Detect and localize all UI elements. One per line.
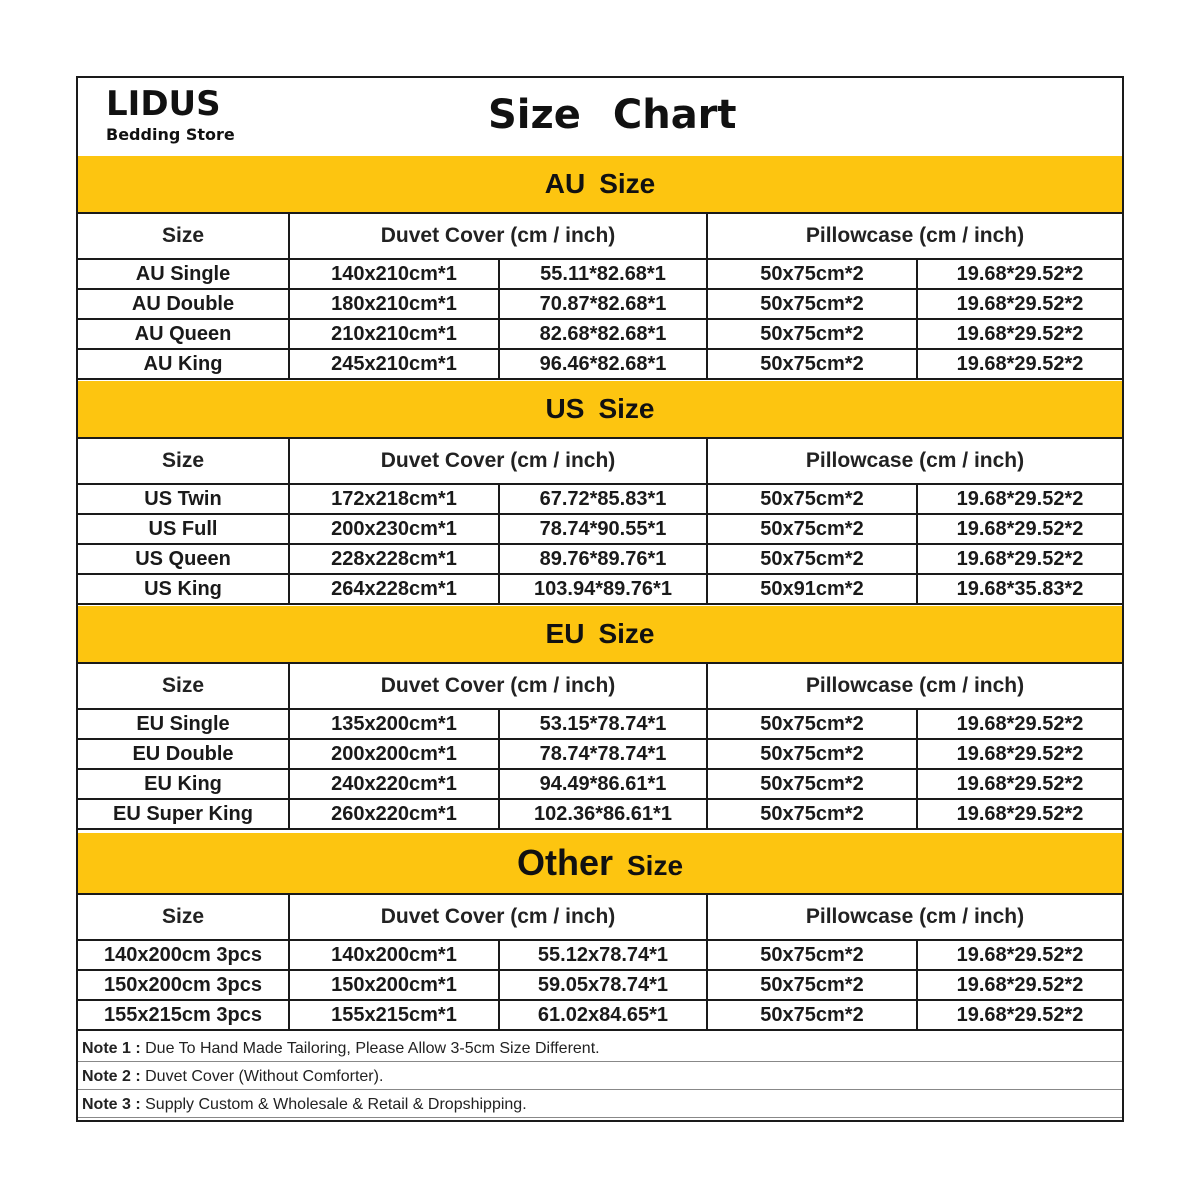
- section-title-suffix: Size: [598, 618, 655, 649]
- section-band-us: [78, 381, 1122, 439]
- duvet-cm-cell: 180x210cm*1: [331, 293, 457, 315]
- duvet-cm-cell: 200x200cm*1: [331, 743, 457, 765]
- size-cell: EU King: [144, 773, 222, 795]
- table-row: [78, 740, 1122, 770]
- header-pillow: Pillowcase (cm / inch): [805, 449, 1025, 472]
- cell-divider: [706, 320, 708, 350]
- size-cell: AU Double: [131, 293, 235, 315]
- table-row: [78, 941, 1122, 971]
- cell-divider: [706, 515, 708, 545]
- cell-divider: [916, 971, 918, 1001]
- cell-divider: [498, 1001, 500, 1031]
- column-header-row: [78, 214, 1122, 260]
- table-row: [78, 971, 1122, 1001]
- pillow-inch-cell: 19.68*29.52*2: [956, 518, 1084, 540]
- pillow-inch-cell: 19.68*29.52*2: [956, 713, 1084, 735]
- cell-divider: [916, 545, 918, 575]
- column-header-row: [78, 439, 1122, 485]
- duvet-inch-cell: 82.68*82.68*1: [539, 323, 667, 345]
- table-row: [78, 290, 1122, 320]
- table-row: [78, 770, 1122, 800]
- note-text: Duvet Cover (Without Comforter).: [140, 1068, 384, 1085]
- pillow-inch-cell: 19.68*29.52*2: [956, 293, 1084, 315]
- cell-divider: [288, 575, 290, 605]
- cell-divider: [916, 290, 918, 320]
- column-header-row: [78, 664, 1122, 710]
- column-divider: [288, 214, 290, 260]
- section-title-prefix: Other: [516, 842, 613, 883]
- note-1: [78, 1034, 1122, 1062]
- cell-divider: [288, 485, 290, 515]
- cell-divider: [498, 485, 500, 515]
- pillow-cm-cell: 50x91cm*2: [760, 578, 864, 600]
- cell-divider: [288, 545, 290, 575]
- page-title: Size Chart: [488, 92, 737, 138]
- duvet-inch-cell: 61.02x84.65*1: [537, 1004, 669, 1026]
- pillow-cm-cell: 50x75cm*2: [760, 263, 864, 285]
- cell-divider: [288, 260, 290, 290]
- size-cell: 150x200cm 3pcs: [104, 974, 262, 996]
- section-title-suffix: Size: [599, 168, 656, 199]
- duvet-cm-cell: 228x228cm*1: [331, 548, 457, 570]
- note-2: [78, 1062, 1122, 1090]
- size-cell: AU Queen: [134, 323, 232, 345]
- pillow-cm-cell: 50x75cm*2: [760, 944, 864, 966]
- pillow-cm-cell: 50x75cm*2: [760, 974, 864, 996]
- duvet-inch-cell: 70.87*82.68*1: [539, 293, 667, 315]
- pillow-inch-cell: 19.68*29.52*2: [956, 974, 1084, 996]
- cell-divider: [916, 941, 918, 971]
- column-divider: [288, 664, 290, 710]
- chart-header: [78, 78, 1122, 158]
- pillow-cm-cell: 50x75cm*2: [760, 293, 864, 315]
- header-size: Size: [161, 674, 205, 697]
- cell-divider: [498, 941, 500, 971]
- pillow-cm-cell: 50x75cm*2: [760, 353, 864, 375]
- cell-divider: [288, 971, 290, 1001]
- header-pillow: Pillowcase (cm / inch): [805, 674, 1025, 697]
- table-row: [78, 545, 1122, 575]
- table-row: [78, 485, 1122, 515]
- size-cell: EU Super King: [112, 803, 253, 825]
- cell-divider: [498, 350, 500, 380]
- duvet-inch-cell: 94.49*86.61*1: [539, 773, 667, 795]
- cell-divider: [288, 941, 290, 971]
- duvet-cm-cell: 135x200cm*1: [331, 713, 457, 735]
- pillow-cm-cell: 50x75cm*2: [760, 518, 864, 540]
- cell-divider: [498, 290, 500, 320]
- cell-divider: [288, 770, 290, 800]
- duvet-cm-cell: 264x228cm*1: [331, 578, 457, 600]
- cell-divider: [706, 290, 708, 320]
- duvet-inch-cell: 103.94*89.76*1: [534, 578, 672, 600]
- pillow-cm-cell: 50x75cm*2: [760, 743, 864, 765]
- note-3: [78, 1090, 1122, 1118]
- size-chart: [76, 76, 1124, 1122]
- brand-subtitle: Bedding Store: [106, 125, 235, 144]
- column-divider: [288, 895, 290, 941]
- cell-divider: [498, 260, 500, 290]
- pillow-inch-cell: 19.68*29.52*2: [956, 773, 1084, 795]
- cell-divider: [288, 515, 290, 545]
- cell-divider: [288, 800, 290, 830]
- duvet-cm-cell: 172x218cm*1: [331, 488, 457, 510]
- header-duvet: Duvet Cover (cm / inch): [380, 224, 616, 247]
- cell-divider: [498, 575, 500, 605]
- cell-divider: [916, 320, 918, 350]
- duvet-inch-cell: 102.36*86.61*1: [534, 803, 672, 825]
- pillow-inch-cell: 19.68*29.52*2: [956, 743, 1084, 765]
- duvet-inch-cell: 55.11*82.68*1: [540, 263, 666, 285]
- duvet-cm-cell: 140x200cm*1: [331, 944, 457, 966]
- column-header-row: [78, 895, 1122, 941]
- size-cell: AU Single: [135, 263, 231, 285]
- header-size: Size: [161, 224, 205, 247]
- column-divider: [288, 439, 290, 485]
- cell-divider: [706, 485, 708, 515]
- duvet-inch-cell: 53.15*78.74*1: [539, 713, 667, 735]
- pillow-inch-cell: 19.68*29.52*2: [956, 353, 1084, 375]
- size-cell: 155x215cm 3pcs: [104, 1004, 262, 1026]
- size-cell: 140x200cm 3pcs: [104, 944, 262, 966]
- table-row: [78, 515, 1122, 545]
- column-divider: [706, 214, 708, 260]
- cell-divider: [706, 740, 708, 770]
- duvet-inch-cell: 78.74*90.55*1: [539, 518, 667, 540]
- cell-divider: [916, 515, 918, 545]
- table-row: [78, 1001, 1122, 1031]
- header-pillow: Pillowcase (cm / inch): [805, 905, 1025, 928]
- cell-divider: [706, 800, 708, 830]
- cell-divider: [498, 800, 500, 830]
- notes: [78, 1034, 1122, 1118]
- column-divider: [706, 895, 708, 941]
- pillow-inch-cell: 19.68*29.52*2: [956, 263, 1084, 285]
- size-cell: EU Single: [136, 713, 230, 735]
- size-cell: US Queen: [135, 548, 231, 570]
- header-size: Size: [161, 449, 205, 472]
- section-title-prefix: AU: [544, 168, 586, 199]
- cell-divider: [498, 770, 500, 800]
- column-divider: [706, 439, 708, 485]
- header-duvet: Duvet Cover (cm / inch): [380, 905, 616, 928]
- cell-divider: [706, 545, 708, 575]
- cell-divider: [498, 545, 500, 575]
- cell-divider: [916, 800, 918, 830]
- cell-divider: [498, 320, 500, 350]
- duvet-cm-cell: 245x210cm*1: [331, 353, 457, 375]
- header-size: Size: [161, 905, 205, 928]
- duvet-inch-cell: 89.76*89.76*1: [539, 548, 667, 570]
- duvet-cm-cell: 210x210cm*1: [331, 323, 457, 345]
- section-band-eu: [78, 606, 1122, 664]
- cell-divider: [916, 740, 918, 770]
- section-band-au: [78, 156, 1122, 214]
- table-row: [78, 350, 1122, 380]
- pillow-cm-cell: 50x75cm*2: [760, 803, 864, 825]
- size-cell: US Full: [148, 518, 218, 540]
- pillow-inch-cell: 19.68*29.52*2: [956, 323, 1084, 345]
- pillow-cm-cell: 50x75cm*2: [760, 548, 864, 570]
- size-cell: EU Double: [132, 743, 234, 765]
- duvet-cm-cell: 155x215cm*1: [331, 1004, 457, 1026]
- duvet-inch-cell: 96.46*82.68*1: [539, 353, 667, 375]
- table-row: [78, 575, 1122, 605]
- section-title-prefix: US: [545, 393, 585, 424]
- cell-divider: [706, 971, 708, 1001]
- section-band-other: [78, 833, 1122, 895]
- cell-divider: [916, 350, 918, 380]
- table-row: [78, 800, 1122, 830]
- cell-divider: [288, 1001, 290, 1031]
- pillow-inch-cell: 19.68*29.52*2: [956, 803, 1084, 825]
- cell-divider: [706, 770, 708, 800]
- duvet-inch-cell: 55.12x78.74*1: [537, 944, 669, 966]
- table-row: [78, 710, 1122, 740]
- cell-divider: [288, 350, 290, 380]
- cell-divider: [706, 941, 708, 971]
- pillow-inch-cell: 19.68*29.52*2: [956, 548, 1084, 570]
- note-label: Note 1 :: [82, 1040, 141, 1057]
- duvet-cm-cell: 240x220cm*1: [331, 773, 457, 795]
- size-cell: US Twin: [144, 488, 222, 510]
- cell-divider: [498, 710, 500, 740]
- cell-divider: [916, 485, 918, 515]
- duvet-cm-cell: 260x220cm*1: [331, 803, 457, 825]
- cell-divider: [288, 740, 290, 770]
- section-title-suffix: Size: [626, 850, 684, 881]
- cell-divider: [916, 1001, 918, 1031]
- brand-logo: LIDUS: [106, 84, 221, 124]
- table-row: [78, 320, 1122, 350]
- table-row: [78, 260, 1122, 290]
- size-cell: US King: [144, 578, 222, 600]
- pillow-inch-cell: 19.68*29.52*2: [956, 944, 1084, 966]
- pillow-inch-cell: 19.68*29.52*2: [956, 488, 1084, 510]
- cell-divider: [288, 320, 290, 350]
- cell-divider: [916, 575, 918, 605]
- cell-divider: [288, 290, 290, 320]
- duvet-cm-cell: 140x210cm*1: [331, 263, 457, 285]
- cell-divider: [916, 710, 918, 740]
- cell-divider: [706, 710, 708, 740]
- note-label: Note 2 :: [82, 1068, 141, 1085]
- cell-divider: [498, 515, 500, 545]
- header-duvet: Duvet Cover (cm / inch): [380, 674, 616, 697]
- size-cell: AU King: [143, 353, 223, 375]
- cell-divider: [288, 710, 290, 740]
- header-duvet: Duvet Cover (cm / inch): [380, 449, 616, 472]
- duvet-cm-cell: 150x200cm*1: [331, 974, 457, 996]
- cell-divider: [706, 350, 708, 380]
- cell-divider: [706, 260, 708, 290]
- section-title-prefix: EU: [545, 618, 585, 649]
- pillow-cm-cell: 50x75cm*2: [760, 488, 864, 510]
- note-label: Note 3 :: [82, 1096, 141, 1113]
- pillow-cm-cell: 50x75cm*2: [760, 323, 864, 345]
- header-pillow: Pillowcase (cm / inch): [805, 224, 1025, 247]
- duvet-inch-cell: 59.05x78.74*1: [537, 974, 669, 996]
- pillow-cm-cell: 50x75cm*2: [760, 713, 864, 735]
- pillow-cm-cell: 50x75cm*2: [760, 773, 864, 795]
- cell-divider: [706, 1001, 708, 1031]
- cell-divider: [498, 971, 500, 1001]
- cell-divider: [706, 575, 708, 605]
- duvet-inch-cell: 67.72*85.83*1: [539, 488, 667, 510]
- cell-divider: [916, 260, 918, 290]
- note-text: Supply Custom & Wholesale & Retail & Dropshipping.: [140, 1096, 527, 1113]
- section-title-suffix: Size: [598, 393, 655, 424]
- pillow-cm-cell: 50x75cm*2: [760, 1004, 864, 1026]
- duvet-inch-cell: 78.74*78.74*1: [539, 743, 667, 765]
- pillow-inch-cell: 19.68*35.83*2: [956, 578, 1084, 600]
- cell-divider: [916, 770, 918, 800]
- duvet-cm-cell: 200x230cm*1: [331, 518, 457, 540]
- column-divider: [706, 664, 708, 710]
- pillow-inch-cell: 19.68*29.52*2: [956, 1004, 1084, 1026]
- cell-divider: [498, 740, 500, 770]
- note-text: Due To Hand Made Tailoring, Please Allow 3-5cm Size Different.: [140, 1040, 600, 1057]
